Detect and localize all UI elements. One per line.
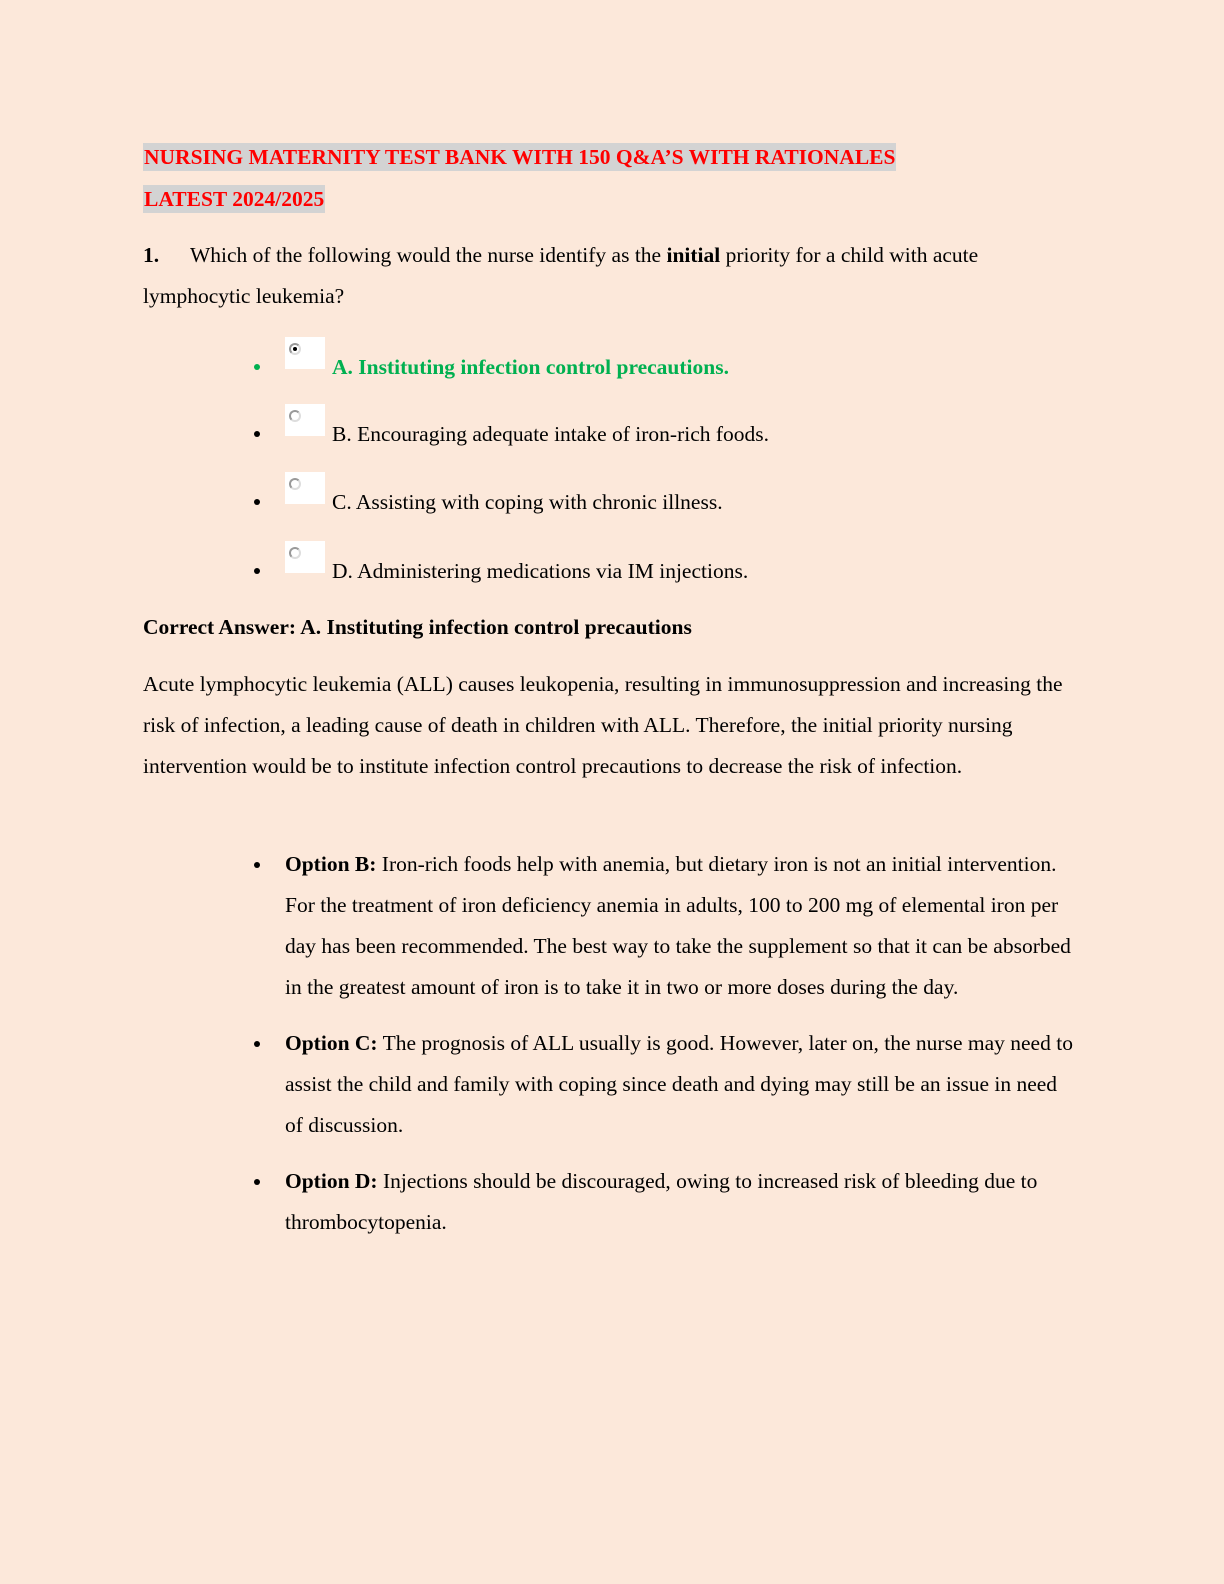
bullet-icon [254, 431, 260, 437]
radio-unselected-icon [289, 547, 301, 559]
explanation-paragraph: Acute lymphocytic leukemia (ALL) causes leukopenia, resulting in immunosuppression and increasing the risk of infection, a leading cause of death in children with ALL. Therefore, the initial priority nursing intervention would be to institute infection control precautions to decrease the risk of infection. [143, 672, 1063, 778]
bullet-icon [254, 1179, 260, 1185]
question-emphasis: initial [666, 243, 721, 267]
radio-button-d[interactable] [285, 541, 325, 573]
rationale-text: Injections should be discouraged, owing to increased risk of bleeding due to thrombocytopenia. [285, 1169, 1038, 1234]
rationale-label: Option C: [285, 1031, 378, 1055]
option-label: B. Encouraging adequate intake of iron-rich foods. [332, 421, 770, 446]
option-label: C. Assisting with coping with chronic illness. [332, 489, 723, 514]
option-b[interactable] [254, 417, 769, 451]
radio-button-c[interactable] [285, 472, 325, 504]
option-a[interactable] [254, 350, 729, 384]
radio-selected-icon [289, 343, 301, 355]
bullet-icon [254, 1041, 260, 1047]
radio-button-b[interactable] [285, 404, 325, 436]
rationale-text: Iron-rich foods help with anemia, but dietary iron is not an initial intervention. For the treatment of iron deficiency anemia in adults, 100 to 200 mg of elemental iron per day has been recommended. The best way to take the supplement so that it can be absorbed in the greatest amount of iron is to take it in two or more doses during the day. [285, 852, 1071, 999]
bullet-icon [254, 364, 260, 370]
rationale-item [254, 1023, 1074, 1146]
rationale-label: Option B: [285, 852, 377, 876]
question-number: 1. [143, 243, 160, 267]
document-title-line-1: NURSING MATERNITY TEST BANK WITH 150 Q&A’S WITH RATIONALES [144, 145, 896, 169]
bullet-icon [254, 499, 260, 505]
option-label: D. Administering medications via IM injections. [332, 558, 749, 583]
radio-unselected-icon [289, 410, 301, 422]
option-label: A. Instituting infection control precautions. [332, 354, 729, 379]
rationale-list [254, 844, 1074, 1258]
option-c[interactable] [254, 485, 723, 519]
question-part: priority for a child with acute lymphocytic leukemia? [143, 243, 979, 308]
document-title-line-2: LATEST 2024/2025 [144, 187, 325, 211]
option-d[interactable] [254, 554, 748, 588]
rationale-item [254, 1161, 1074, 1243]
rationale-item [254, 844, 1074, 1008]
rationale-text: The prognosis of ALL usually is good. However, later on, the nurse may need to assist the child and family with coping since death and dying may still be an issue in need of discussion. [285, 1031, 1073, 1137]
rationale-label: Option D: [285, 1169, 378, 1193]
bullet-icon [254, 568, 260, 574]
radio-unselected-icon [289, 478, 301, 490]
question-part: Which of the following would the nurse identify as the [190, 243, 667, 267]
bullet-icon [254, 862, 260, 868]
radio-button-a[interactable] [285, 337, 325, 369]
correct-answer: Correct Answer: A. Instituting infection control precautions [143, 615, 692, 639]
question-text [143, 235, 1073, 317]
